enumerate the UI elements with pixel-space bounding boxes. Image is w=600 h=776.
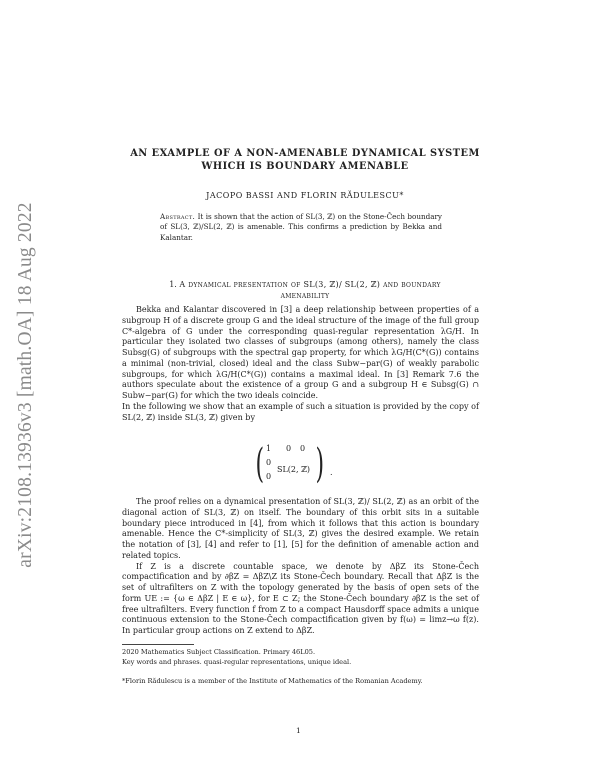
title-line-1: AN EXAMPLE OF A NON-AMENABLE DYNAMICAL SYSTEM: [130, 148, 480, 159]
paper-title: [110, 148, 500, 173]
section-heading: [125, 279, 485, 301]
section-number: 1.: [169, 280, 177, 289]
body-text-top: [122, 305, 479, 423]
matrix-cell: 0: [266, 458, 272, 467]
paragraph-2: In the following we show that an example of such a situation is provided by the copy of SL(2, ℤ) inside SL(3, ℤ) given by: [122, 401, 479, 422]
footnote-rule: [122, 644, 194, 645]
body-text-bottom: [122, 497, 479, 637]
abstract-label: Abstract.: [160, 212, 196, 221]
abstract: [160, 212, 442, 243]
section-heading-line-1: A dynamical presentation of SL(3, ℤ)/ SL(2, ℤ) and boundary: [179, 280, 441, 289]
matrix-period: .: [330, 468, 333, 477]
paragraph-1: Bekka and Kalantar discovered in [3] a deep relationship between properties of a subgroup H of a discrete group G and the ideal structure of the image of the full group C*-algebra of G under the corresponding quasi-regular representation λG/H. In particular they isolated two classes of subgroups (among others), namely the class Subsg(G) of subgroups with the spectral gap property, for which λG/H(C*(G)) contains a minimal (non-trivial, closed) ideal and the class Subw−par(G) of weakly parabolic subgroups, for which λG/H(C*(G)) contains a maximal ideal. In [3] Remark 7.6 the authors speculate about the existence of a group G and a subgroup H ∈ Subsg(G) ∩ Subw−par(G) for which the two ideals coincide.: [122, 305, 479, 400]
page-number: 1: [296, 726, 301, 735]
footnote-keywords: Key words and phrases. quasi-regular representations, unique ideal.: [122, 658, 352, 666]
paragraph-4: If Z is a discrete countable space, we denote by ΔβZ its Stone-Čech compactification and by ∂βZ = ΔβZ\Z its Stone-Čech boundary. Recall that ΔβZ is the set of ultrafilters on Z with the topology generated by the basis of open sets of the form UE := {ω ∈ ΔβZ | E ∈ ω}, for E ⊂ Z; the Stone-Čech boundary ∂βZ is the set of free ultrafilters. Every function f from Z to a compact Hausdorff space admits a unique continuous extension to the Stone-Čech compactification given by f(ω) = limz→ω f(z). In particular group actions on Z extend to ΔβZ.: [122, 561, 479, 635]
right-paren: ): [315, 441, 325, 487]
matrix-cell: 0: [300, 444, 306, 453]
abstract-text: It is shown that the action of SL(3, ℤ) on the Stone-Čech boundary of SL(3, ℤ)/SL(2, ℤ) is amenable. This confirms a prediction by Bekka and Kalantar.: [160, 212, 442, 242]
section-heading-line-2: amenability: [280, 291, 330, 300]
authors: JACOPO BASSI AND FLORIN RĂDULESCU*: [206, 191, 404, 200]
matrix-cell: 1: [266, 444, 272, 453]
arxiv-identifier: arXiv:2108.13936v3 [math.OA] 18 Aug 2022: [15, 202, 36, 568]
left-paren: (: [255, 441, 265, 487]
paragraph-3: The proof relies on a dynamical presentation of SL(3, ℤ)/ SL(2, ℤ) as an orbit of the diagonal action of SL(3, ℤ) on itself. The boundary of this orbit sits in a suitable boundary piece introduced in [4], from which it follows that this action is boundary amenable. Hence the C*-simplicity of SL(3, ℤ) gives the desired example. We retain the notation of [3], [4] and refer to [1], [5] for the definition of amenable action and related topics.: [122, 497, 479, 560]
embedding-matrix: [255, 441, 342, 487]
matrix-cell: 0: [286, 444, 292, 453]
matrix-cell: 0: [266, 472, 272, 481]
matrix-block: SL(2, ℤ): [277, 465, 311, 474]
footnote-msc: 2020 Mathematics Subject Classification. Primary 46L05.: [122, 648, 316, 656]
title-line-2: WHICH IS BOUNDARY AMENABLE: [201, 160, 409, 172]
footnote-affiliation: *Florin Rădulescu is a member of the Institute of Mathematics of the Romanian Academy.: [122, 677, 423, 685]
arxiv-sidebar: [14, 200, 38, 570]
